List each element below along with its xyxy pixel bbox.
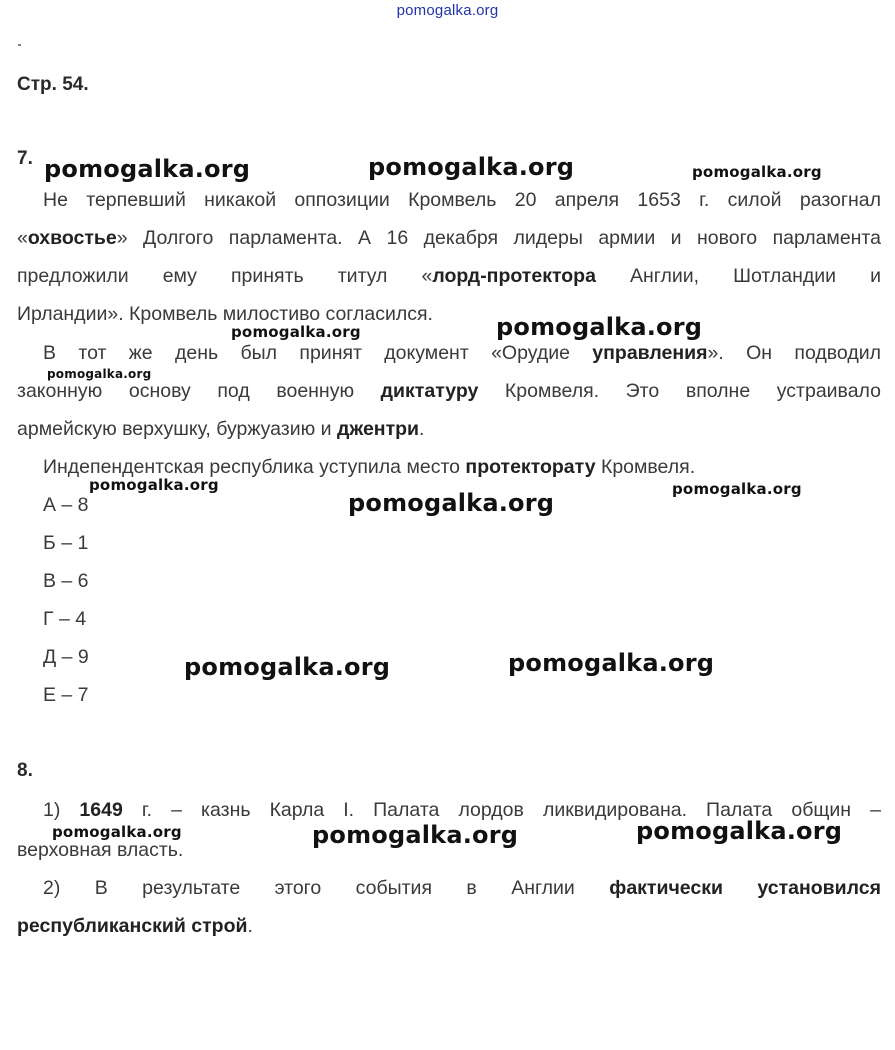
q8-item1-line1: 1) 1649 г. – казнь Карла I. Палата лордов ликвидирована. Палата общин – xyxy=(43,799,881,821)
question-8-number: 8. xyxy=(17,760,33,781)
q8-item2-line1: 2) В результате этого события в Англии фактически установился xyxy=(43,877,881,899)
q8-item1-line2: верховная власть. xyxy=(17,839,184,861)
watermark: pomogalka.org xyxy=(89,476,219,494)
page-title: Стр. 54. xyxy=(17,74,89,95)
watermark: pomogalka.org xyxy=(47,367,152,381)
q7-paragraph1-line4: Ирландии». Кромвель милостиво согласился. xyxy=(17,303,433,325)
watermark: pomogalka.org xyxy=(636,817,843,845)
answer-item: Б – 1 xyxy=(43,532,89,554)
watermark: pomogalka.org xyxy=(496,313,703,341)
q7-paragraph2-line2: законную основу под военную диктатуру Кромвеля. Это вполне устраивало xyxy=(17,380,881,402)
q7-paragraph3: Индепендентская республика уступила место протекторату Кромвеля. xyxy=(43,456,696,478)
q7-paragraph1-line1: Не терпевший никакой оппозиции Кромвель 20 апреля 1653 г. силой разогнал xyxy=(43,189,881,211)
q7-paragraph2-line3: армейскую верхушку, буржуазию и джентри. xyxy=(17,418,425,440)
watermark: pomogalka.org xyxy=(692,163,822,181)
watermark: pomogalka.org xyxy=(672,480,802,498)
site-link[interactable]: pomogalka.org xyxy=(396,2,499,19)
answer-item: Е – 7 xyxy=(43,684,89,706)
watermark: pomogalka.org xyxy=(44,155,251,183)
answer-item: Д – 9 xyxy=(43,646,89,668)
question-7-number: 7. xyxy=(17,148,33,169)
q7-paragraph1-line2: «охвостье» Долгого парламента. А 16 декабря лидеры армии и нового парламента xyxy=(17,227,881,249)
watermark: pomogalka.org xyxy=(184,653,391,681)
watermark: pomogalka.org xyxy=(231,323,361,341)
answer-item: Г – 4 xyxy=(43,608,87,630)
q7-paragraph1-line3: предложили ему принять титул «лорд-протектора Англии, Шотландии и xyxy=(17,265,881,287)
answer-item: В – 6 xyxy=(43,570,89,592)
q8-item2-line2: республиканский строй. xyxy=(17,915,253,937)
stray-mark xyxy=(18,44,21,46)
watermark: pomogalka.org xyxy=(348,489,555,517)
answer-item: А – 8 xyxy=(43,494,89,516)
watermark: pomogalka.org xyxy=(508,649,715,677)
watermark: pomogalka.org xyxy=(368,153,575,181)
watermark: pomogalka.org xyxy=(312,821,519,849)
q7-paragraph2-line1: В тот же день был принят документ «Орудие управления». Он подводил xyxy=(43,342,881,364)
watermark: pomogalka.org xyxy=(52,823,182,841)
